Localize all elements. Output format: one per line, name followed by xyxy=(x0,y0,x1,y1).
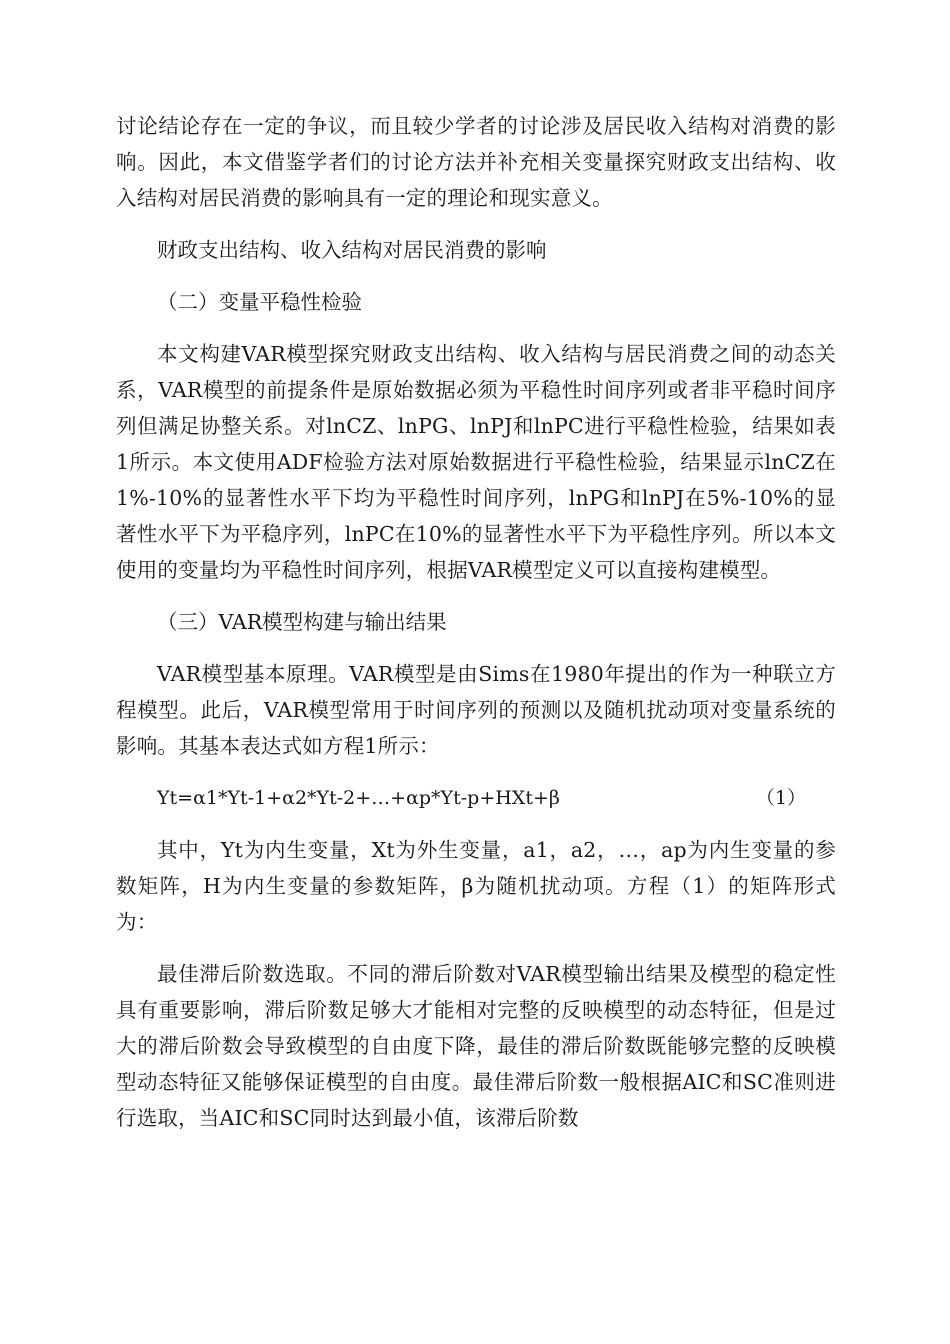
heading-influence: 财政支出结构、收入结构对居民消费的影响 xyxy=(157,238,547,262)
paragraph-lag-selection: 最佳滞后阶数选取。不同的滞后阶数对VAR模型输出结果及模型的稳定性具有重要影响，滞后阶数足够大才能相对完整的反映模型的动态特征，但是过大的滞后阶数会导致模型的自由度下降，最佳的滞后阶数既能够完整的反映模型动态特征又能够保证模型的自由度。最佳滞后阶数一般根据AIC和SC准则进行选取，当AIC和SC同时达到最小值，该滞后阶数 xyxy=(116,962,836,1130)
paragraph-variables: 其中，Yt为内生变量，Xt为外生变量，a1，a2，…，ap为内生变量的参数矩阵，H为内生变量的参数矩阵，β为随机扰动项。方程（1）的矩阵形式为： xyxy=(116,838,836,934)
heading-var-model: （三）VAR模型构建与输出结果 xyxy=(157,610,447,634)
heading-stationarity-test: （二）变量平稳性检验 xyxy=(157,290,362,314)
paragraph-discussion: 讨论结论存在一定的争议，而且较少学者的讨论涉及居民收入结构对消费的影响。因此，本文借鉴学者们的讨论方法并补充相关变量探究财政支出结构、收入结构对居民消费的影响具有一定的理论和现实意义。 xyxy=(116,114,836,210)
paragraph-stationarity: 本文构建VAR模型探究财政支出结构、收入结构与居民消费之间的动态关系，VAR模型的前提条件是原始数据必须为平稳性时间序列或者非平稳时间序列但满足协整关系。对lnCZ、lnPG、lnPJ和lnPC进行平稳性检验，结果如表1所示。本文使用ADF检验方法对原始数据进行平稳性检验，结果显示lnCZ在1%-10%的显著性水平下均为平稳性时间序列，lnPG和lnPJ在5%-10%的显著性水平下为平稳序列，lnPC在10%的显著性水平下为平稳性序列。所以本文使用的变量均为平稳性时间序列，根据VAR模型定义可以直接构建模型。 xyxy=(116,342,836,582)
equation-number: （1） xyxy=(755,787,806,809)
paragraph-var-principle: VAR模型基本原理。VAR模型是由Sims在1980年提出的作为一种联立方程模型。此后，VAR模型常用于时间序列的预测以及随机扰动项对变量系统的影响。其基本表达式如方程1所示： xyxy=(116,662,836,758)
equation-text: Yt=α1*Yt-1+α2*Yt-2+…+αp*Yt-p+HXt+β xyxy=(157,787,560,809)
document-page xyxy=(116,108,836,1136)
equation-1 xyxy=(116,780,836,816)
